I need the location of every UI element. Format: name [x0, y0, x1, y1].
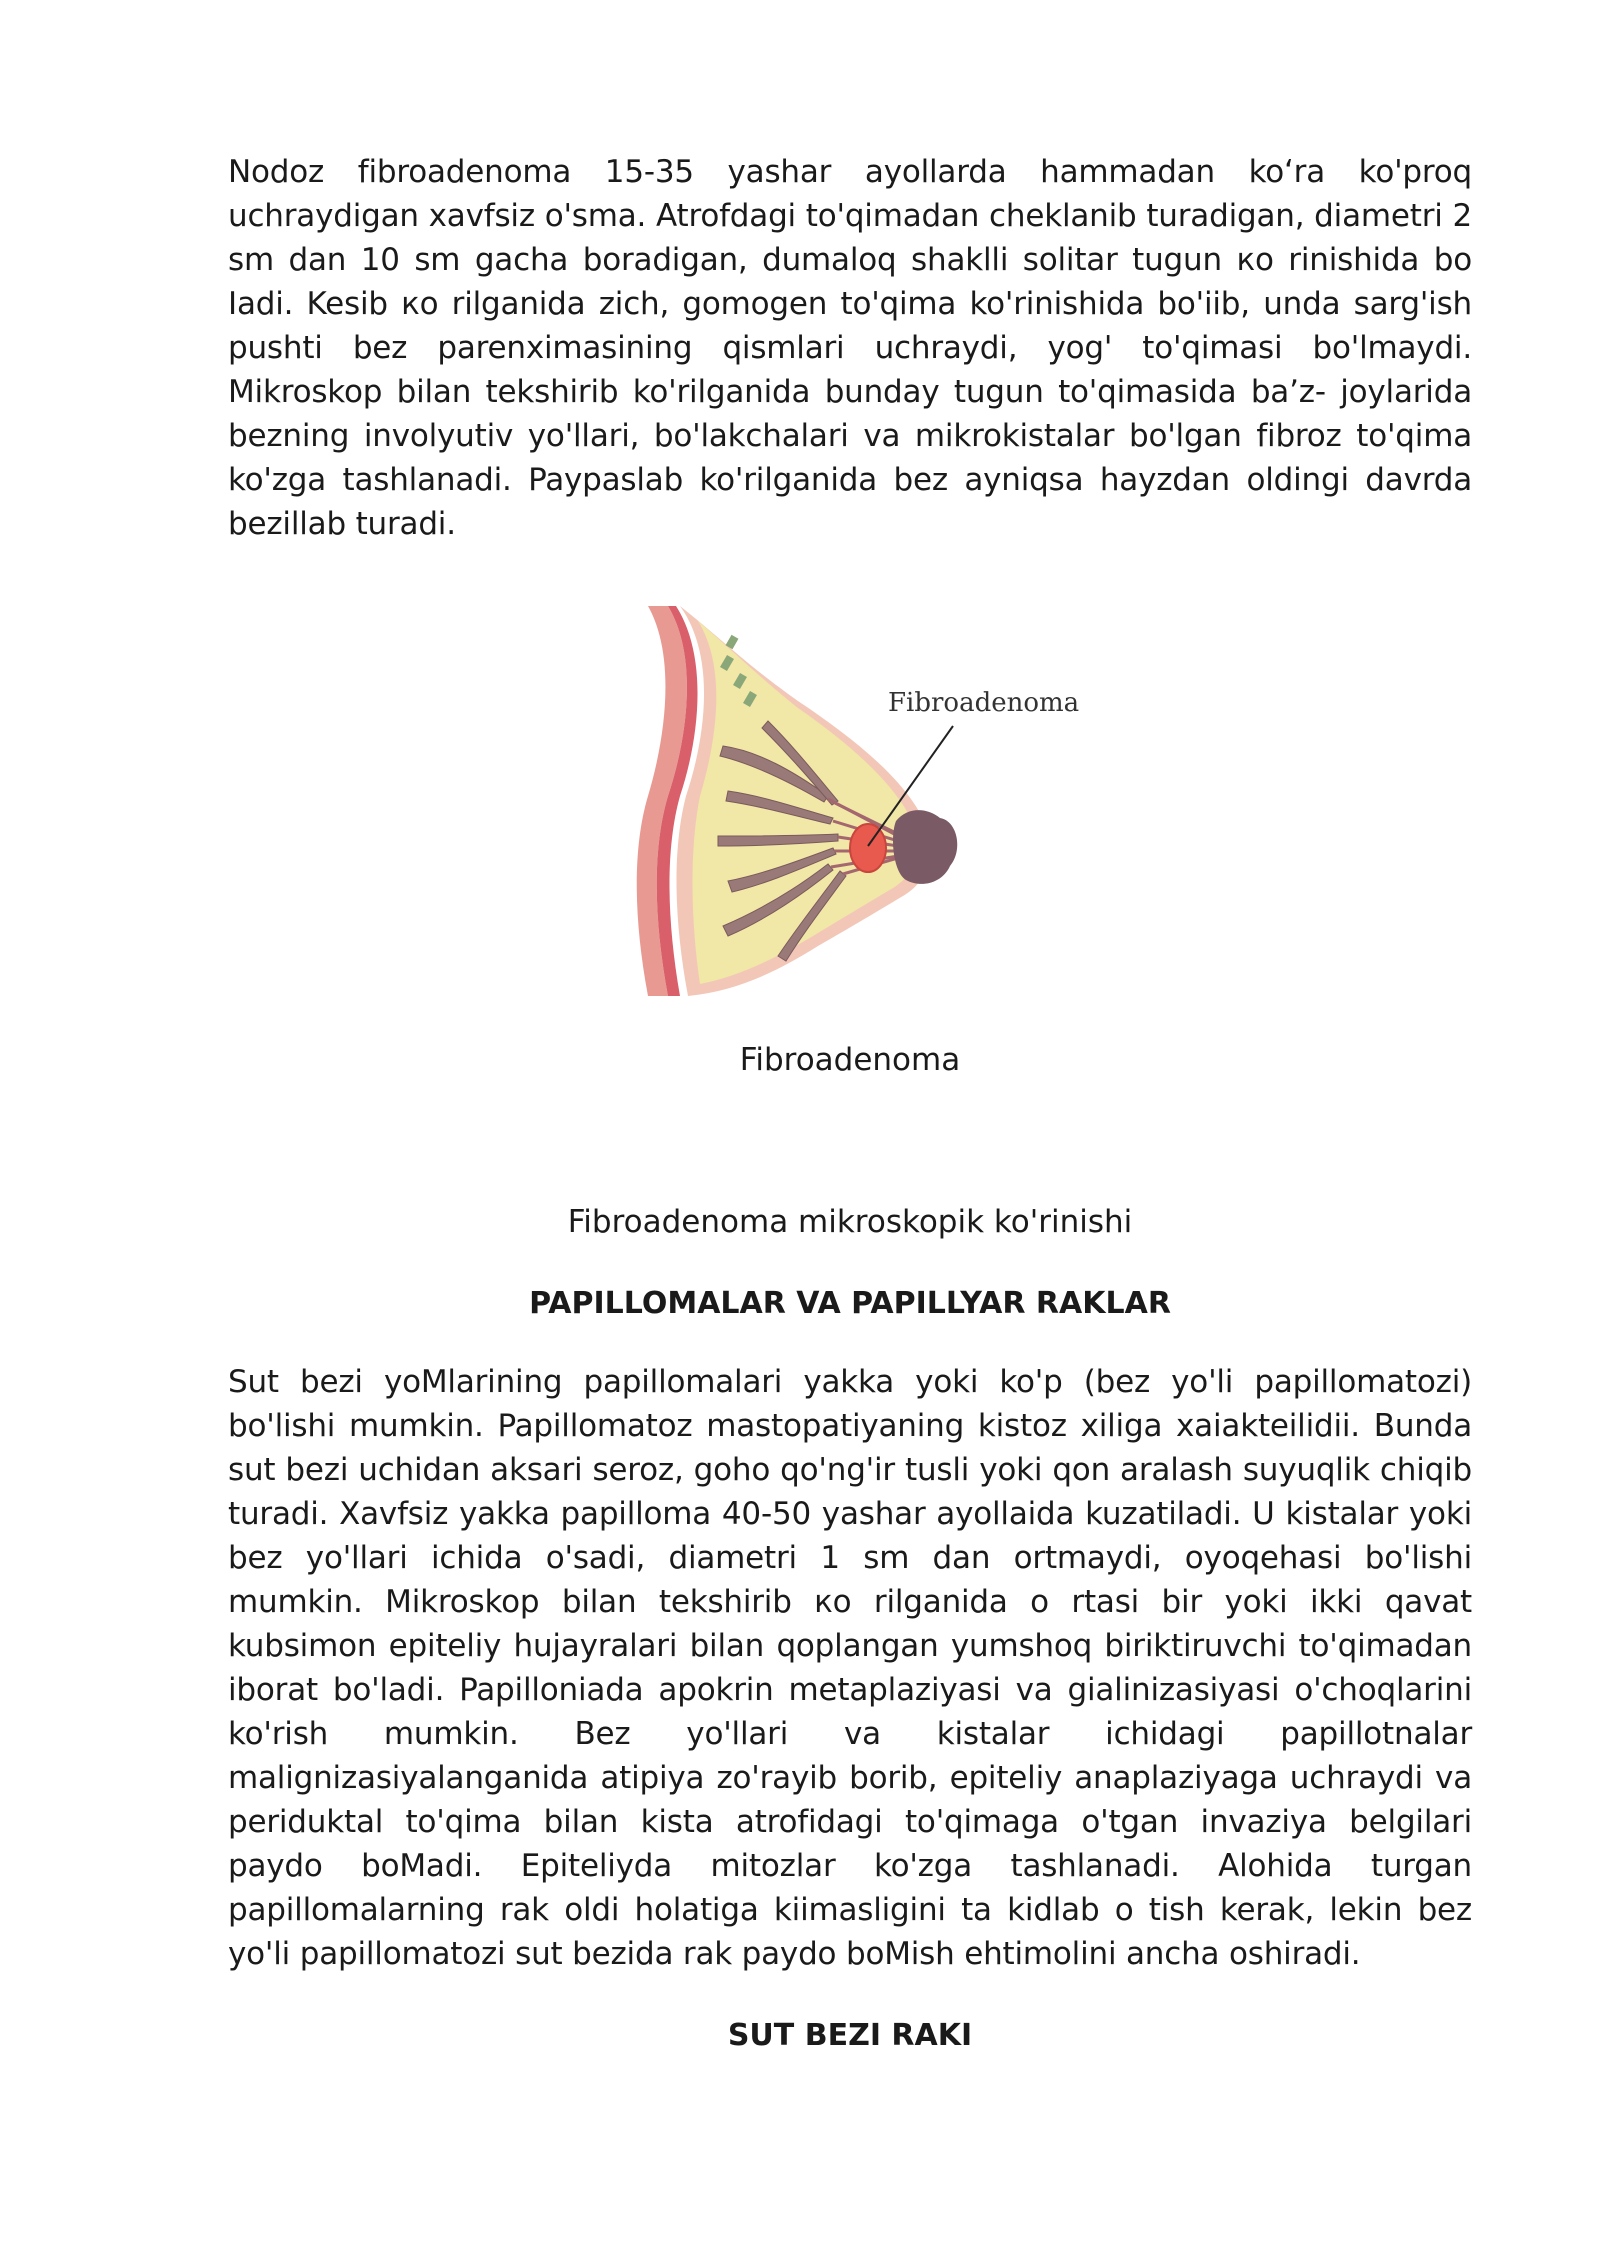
document-page: [228, 150, 1472, 2058]
micro-caption: Fibroadenoma mikroskopik ko'rinishi: [567, 1204, 1133, 1240]
papilloma-heading: PAPILLOMALAR VA PAPILLYAR RAKLAR: [529, 1286, 1171, 1321]
papilloma-paragraph: Sut bezi yoMlarining papillomalari yakka yoki ko'p (bez yo'li papillomatozi) bo'lishi mumkin. Papillomatoz mastopatiyaning kistoz xiliga xaiakteilidii. Bunda sut bezi uchidan aksari seroz, goho qo'ng'ir tusli yoki qon aralash suyuqlik chiqib turadi. Xavfsiz yakka papilloma 40-50 yashar ayollaida kuzatiladi. U kistalar yoki bez yo'llari ichida o'sadi, diametri 1 sm dan ortmaydi, oyoqehasi bo'lishi mumkin. Mikroskop bilan tekshirib кo rilganida o rtasi bir yoki ikki qavat kubsimon epiteliy hujayralari bilan qoplangan yumshoq biriktiruvchi to'qimadan iborat bo'ladi. Papilloniada apokrin metaplaziyasi va gialinizasiyasi o'choqlarini ko'rish mumkin. Bez yo'llari va kistalar ichidagi papillotnalar malignizasiyalanganida atipiya zo'rayib borib, epiteliy anaplaziyaga uchraydi va periduktal to'qima bilan kista atrofidagi to'qimaga o'tgan invaziya belgilari paydo boMadi. Epiteliyda mitozlar ko'zga tashlanadi. Alohida turgan papillomalarning rak oldi holatiga kiimasligini ta kidlab o tish kerak, lekin bez yo'li papillomatozi sut bezida rak paydo boMish ehtimolini ancha oshiradi.: [228, 1364, 1472, 1972]
nipple: [893, 810, 957, 884]
fibroadenoma-paragraph: Nodoz fibroadenoma 15-35 yashar ayollarda hammadan ko‘ra ko'proq uchraydigan xavfsiz o'sma. Atrofdagi to'qimadan cheklanib turadigan, diametri 2 sm dan 10 sm gacha boradigan, dumaloq shaklli solitar tugun кo rinishida bo Iadi. Kesib кo rilganida zich, gomogen to'qima ko'rinishida bo'iib, unda sarg'ish pushti bez parenximasining qismlari uchraydi, yog' to'qimasi bo'lmaydi. Mikroskop bilan tekshirib ko'rilganida bunday tugun to'qimasida ba’z- joylarida bezning involyutiv yo'llari, bo'lakchalari va mikrokistalar bo'lgan fibroz to'qima ko'zga tashlanadi. Paypaslab ko'rilganida bez ayniqsa hayzdan oldingi davrda bezillab turadi.: [228, 154, 1472, 542]
fibroadenoma-mass: [850, 824, 886, 872]
figure-label: Fibroadenoma: [888, 688, 1080, 718]
figure-caption: Fibroadenoma: [739, 1042, 961, 1078]
fibroadenoma-illustration: [228, 596, 1472, 1016]
breast-diagram: [628, 596, 1088, 1006]
cancer-heading: SUT BEZI RAKI: [727, 2018, 973, 2053]
